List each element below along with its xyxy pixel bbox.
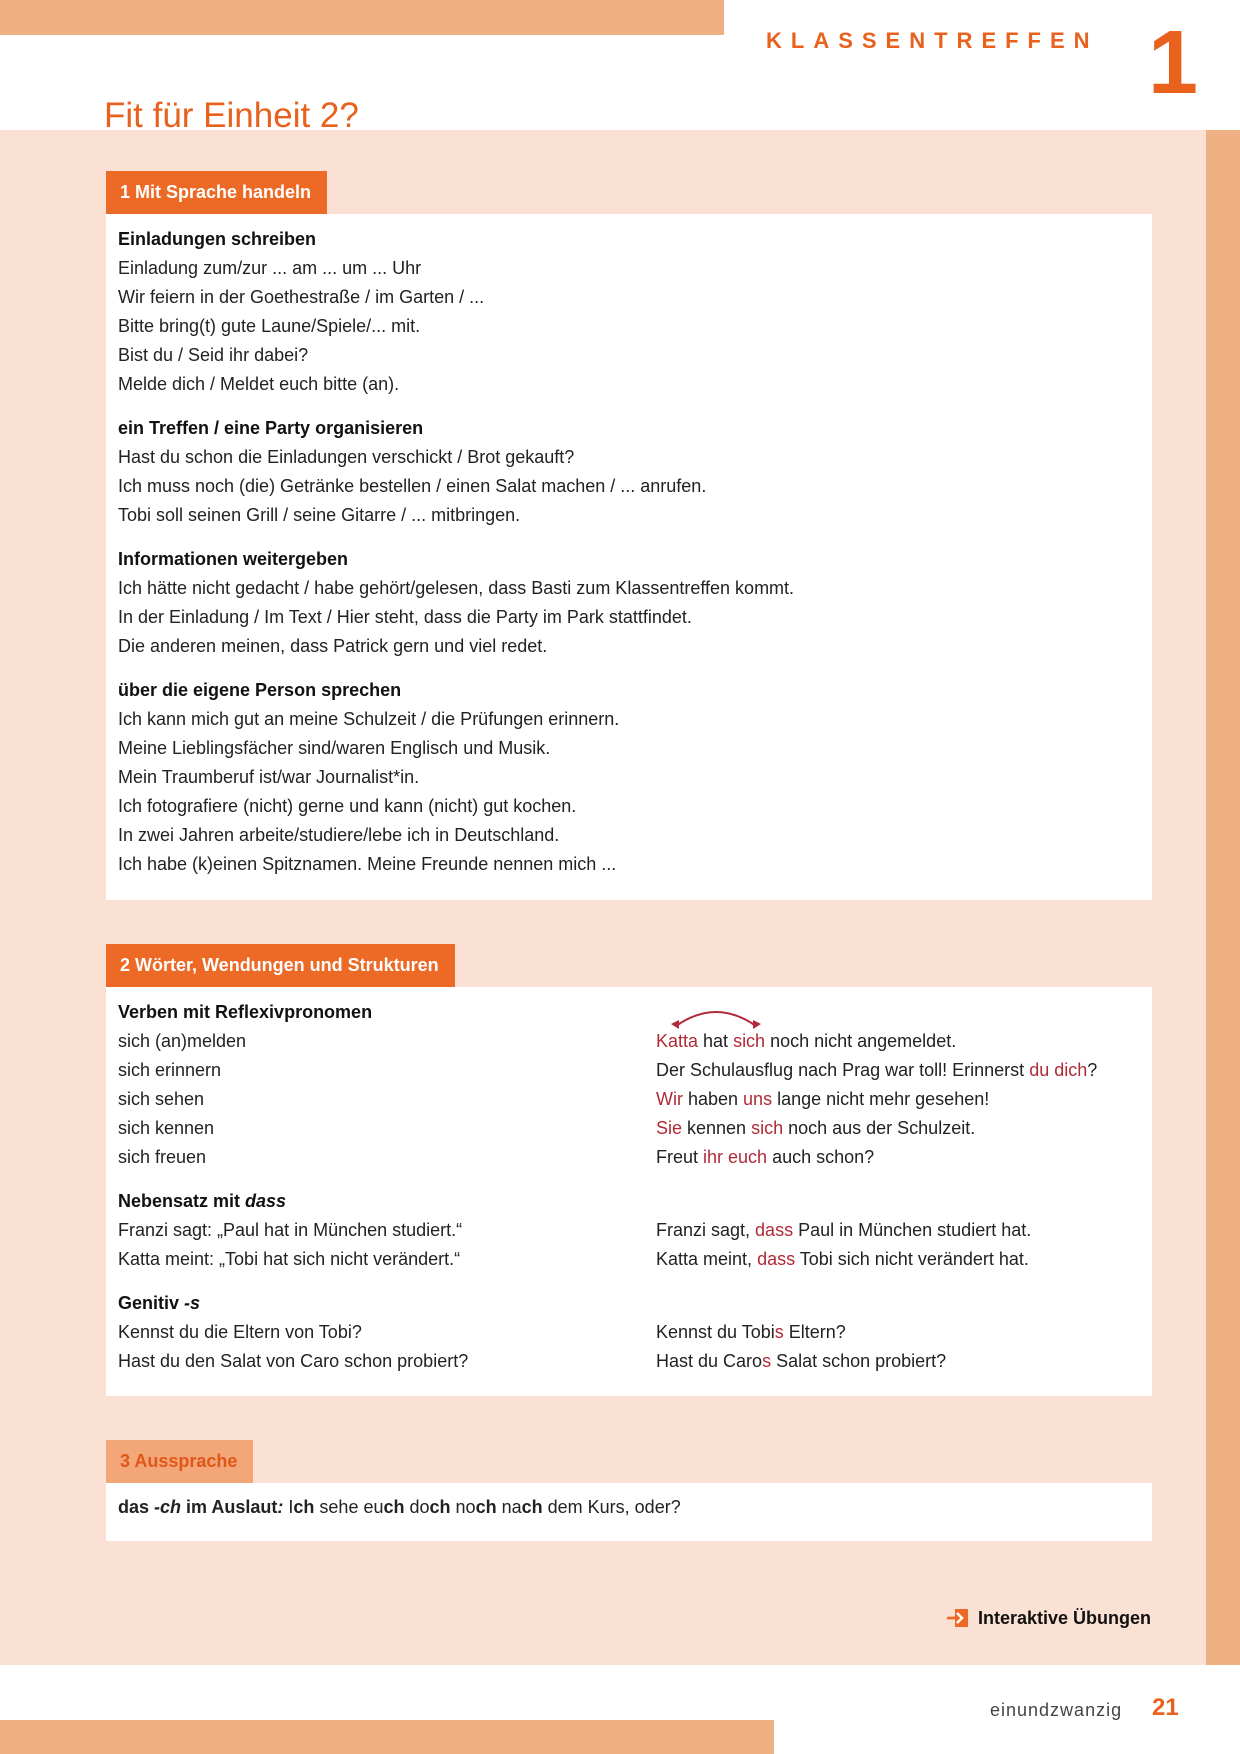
- example-text: kennen: [682, 1118, 752, 1138]
- genitiv-right-line: [656, 1318, 846, 1347]
- section-2-box: [106, 987, 1152, 1396]
- chapter-title: KLASSENTREFFEN: [766, 28, 1099, 53]
- heading-text: Nebensatz mit: [118, 1191, 246, 1211]
- sentence-part: sehe eu: [314, 1497, 384, 1517]
- reflexive-verb: sich freuen: [118, 1147, 207, 1167]
- example-text: Katta meint,: [656, 1249, 758, 1269]
- page-title: Fit für Einheit 2?: [104, 96, 359, 135]
- group-heading: Informationen weitergeben: [118, 549, 349, 569]
- phrase-line: Ich habe (k)einen Spitznamen. Meine Freunde nennen mich ...: [118, 854, 617, 874]
- phrase-line: Einladung zum/zur ... am ... um ... Uhr: [118, 258, 422, 278]
- highlight: dass: [755, 1220, 794, 1240]
- top-decor-bar: [0, 0, 724, 35]
- example-text: Salat schon probiert?: [771, 1351, 947, 1371]
- page-number-word: einundzwanzig: [990, 1700, 1123, 1720]
- group-heading: über die eigene Person sprechen: [118, 680, 402, 700]
- label-part: das: [118, 1497, 155, 1517]
- example-text: Hast du Caro: [656, 1351, 763, 1371]
- dass-left-line: Franzi sagt: „Paul hat in München studiert.“: [118, 1220, 463, 1240]
- pronunciation-line: [118, 1493, 681, 1522]
- group-heading: Einladungen schreiben: [118, 229, 317, 249]
- sentence-part: do: [404, 1497, 430, 1517]
- phrase-line: Bist du / Seid ihr dabei?: [118, 345, 309, 365]
- phrase-line: Meine Lieblingsfächer sind/waren Englisch und Musik.: [118, 738, 551, 758]
- example-text: Freut: [656, 1147, 704, 1167]
- sentence-part: dem Kurs, oder?: [542, 1497, 681, 1517]
- highlight: uns: [743, 1089, 773, 1109]
- example-text: Eltern?: [783, 1322, 846, 1342]
- reflexive-example: [656, 1143, 874, 1172]
- section-1-tab: 1 Mit Sprache handeln: [106, 171, 327, 214]
- highlight: du dich: [1029, 1060, 1088, 1080]
- sentence-part: na: [496, 1497, 522, 1517]
- page-number: 21: [1152, 1694, 1179, 1721]
- label-part: -ch: [154, 1497, 182, 1517]
- reflexive-verb: sich (an)melden: [118, 1031, 247, 1051]
- highlight: sich: [733, 1031, 766, 1051]
- example-text: haben: [682, 1089, 744, 1109]
- reflexive-example: [656, 1114, 975, 1143]
- highlight: s: [774, 1322, 784, 1342]
- right-decor-stripe: [1206, 130, 1240, 1665]
- highlight: Wir: [656, 1089, 683, 1109]
- interactive-exercises-label: Interaktive Übungen: [978, 1607, 1152, 1628]
- sentence-part: I: [283, 1497, 294, 1517]
- reflexive-verb: sich erinnern: [118, 1060, 222, 1080]
- phrase-line: Ich kann mich gut an meine Schulzeit / die Prüfungen erinnern.: [118, 709, 620, 729]
- heading-text: Genitiv: [118, 1293, 185, 1313]
- sentence-part: no: [450, 1497, 476, 1517]
- phrase-line: In der Einladung / Im Text / Hier steht, dass die Party im Park stattfindet.: [118, 607, 692, 627]
- highlight: ihr euch: [703, 1147, 768, 1167]
- highlight: sich: [751, 1118, 784, 1138]
- phrase-line: Melde dich / Meldet euch bitte (an).: [118, 374, 400, 394]
- reflexive-example: [656, 1027, 956, 1056]
- example-text: Kennst du Tobi: [656, 1322, 775, 1342]
- reflexive-verb: sich sehen: [118, 1089, 205, 1109]
- highlight: Sie: [656, 1118, 683, 1138]
- example-text: auch schon?: [767, 1147, 875, 1167]
- ch-emphasis: ch: [521, 1497, 543, 1517]
- reflexive-heading: Verben mit Reflexivpronomen: [118, 1002, 373, 1022]
- phrase-line: Wir feiern in der Goethestraße / im Garten / ...: [118, 287, 485, 307]
- highlight: s: [762, 1351, 772, 1371]
- phrase-line: Hast du schon die Einladungen verschickt / Brot gekauft?: [118, 447, 575, 467]
- example-text: Der Schulausflug nach Prag war toll! Erinnerst: [656, 1060, 1030, 1080]
- double-arrow-arc-icon: [670, 1004, 762, 1030]
- label-part: im Auslaut: [181, 1497, 278, 1517]
- reflexive-example: [656, 1056, 1097, 1085]
- ch-emphasis: ch: [293, 1497, 315, 1517]
- group-heading: ein Treffen / eine Party organisieren: [118, 418, 424, 438]
- reflexive-verb: sich kennen: [118, 1118, 215, 1138]
- section-3-tab: 3 Aussprache: [106, 1440, 253, 1483]
- dass-right-line: [656, 1216, 1031, 1245]
- example-text: Paul in München studiert hat.: [793, 1220, 1032, 1240]
- interactive-exercises-link[interactable]: [946, 1606, 1151, 1630]
- phrase-line: Ich muss noch (die) Getränke bestellen / einen Salat machen / ... anrufen.: [118, 476, 707, 496]
- highlight: dass: [757, 1249, 796, 1269]
- phrase-line: In zwei Jahren arbeite/studiere/lebe ich in Deutschland.: [118, 825, 560, 845]
- genitiv-right-line: [656, 1347, 946, 1376]
- example-text: Franzi sagt,: [656, 1220, 756, 1240]
- section-1-box: [106, 214, 1152, 900]
- heading-italic: -s: [184, 1293, 201, 1313]
- reflexive-example: [656, 1085, 989, 1114]
- ch-emphasis: ch: [475, 1497, 497, 1517]
- example-text: hat: [698, 1031, 734, 1051]
- example-text: noch nicht angemeldet.: [765, 1031, 957, 1051]
- heading-italic: dass: [245, 1191, 287, 1211]
- ch-emphasis: ch: [429, 1497, 451, 1517]
- genitiv-left-line: Kennst du die Eltern von Tobi?: [118, 1322, 362, 1342]
- highlight: Katta: [656, 1031, 699, 1051]
- bottom-decor-bar: [0, 1720, 774, 1754]
- example-text: Tobi sich nicht verändert hat.: [795, 1249, 1029, 1269]
- phrase-line: Die anderen meinen, dass Patrick gern und viel redet.: [118, 636, 548, 656]
- ch-emphasis: ch: [383, 1497, 405, 1517]
- genitiv-heading: [118, 1289, 200, 1318]
- pronunciation-label: [118, 1497, 283, 1517]
- section-3-box: [106, 1483, 1152, 1541]
- phrase-line: Tobi soll seinen Grill / seine Gitarre / ... mitbringen.: [118, 505, 521, 525]
- genitiv-left-line: Hast du den Salat von Caro schon probiert?: [118, 1351, 469, 1371]
- section-2-tab: 2 Wörter, Wendungen und Strukturen: [106, 944, 455, 987]
- example-text: ?: [1087, 1060, 1098, 1080]
- phrase-line: Ich fotografiere (nicht) gerne und kann (nicht) gut kochen.: [118, 796, 577, 816]
- phrase-line: Mein Traumberuf ist/war Journalist*in.: [118, 767, 420, 787]
- example-text: noch aus der Schulzeit.: [783, 1118, 976, 1138]
- phrase-line: Ich hätte nicht gedacht / habe gehört/gelesen, dass Basti zum Klassentreffen kommt.: [118, 578, 795, 598]
- dass-left-line: Katta meint: „Tobi hat sich nicht verändert.“: [118, 1249, 461, 1269]
- dass-heading: [118, 1187, 286, 1216]
- dass-right-line: [656, 1245, 1029, 1274]
- example-text: lange nicht mehr gesehen!: [772, 1089, 990, 1109]
- chapter-number: 1: [1148, 13, 1199, 113]
- phrase-line: Bitte bring(t) gute Laune/Spiele/... mit.: [118, 316, 421, 336]
- label-part: :: [277, 1497, 284, 1517]
- arrow-into-box-icon: [946, 1606, 970, 1630]
